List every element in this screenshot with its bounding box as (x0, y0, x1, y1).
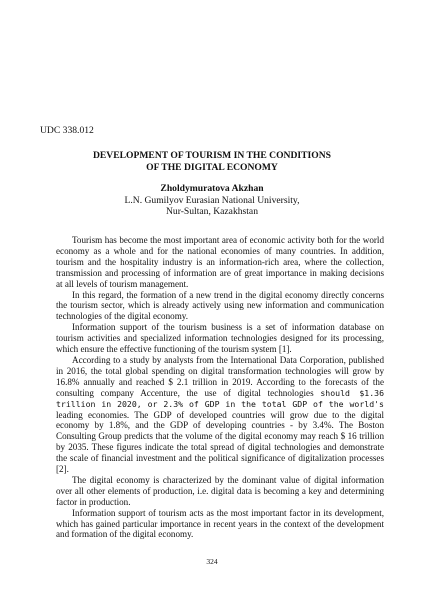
paragraph-6: Information support of tourism acts as the most important factor in its development, which has gained particular importance in recent years in the context of the development and formation of the digital economy. (56, 507, 384, 540)
author-name: Zholdymuratova Akzhan (160, 183, 264, 194)
paragraph-4-part-a: According to a study by analysts from the International Data Corporation, published in 2016, the total global spending on digital transformation technologies will grow by 16.8% annually and reached $ 2.1 trillion in 2019. According to the forecasts of the consulting company Accenture, the use of digital technologies (56, 354, 384, 398)
paragraph-5: The digital economy is characterized by the dominant value of digital information over all other elements of production, i.e. digital data is becoming a key and determining factor in production. (56, 474, 384, 507)
paragraph-2: In this regard, the formation of a new trend in the digital economy directly concerns the tourism sector, which is already actively using new information and communication technologies of the digital economy. (56, 289, 384, 322)
paragraph-4-mono-line: should $1.36 trillion in 2020, or 2.3% of GDP in the total GDP of the world's (56, 387, 385, 409)
paragraph-1: Tourism has become the most important area of economic activity both for the world economy as a whole and for the national economies of many countries. In addition, tourism and the hospitality industry is an information-rich area, where the collection, transmission and processing of information are of great importance in making decisions at all levels of tourism management. (56, 235, 384, 289)
paragraph-4-part-b: leading economies. The GDP of developed countries will grow due to the digital economy by 1.8%, and the GDP of developing countries - by 3.4%. The Boston Consulting Group predicts that the volume of the digital economy may reach $ 16 trillion by 2035. These figures indicate the total spread of digital technologies and demonstrate the scale of financial investment and the political significance of digitalization processes [2]. (56, 409, 384, 475)
paragraph-4 (56, 355, 384, 475)
author-affiliation: L.N. Gumilyov Eurasian National University, (124, 194, 300, 206)
title-line-2: OF THE DIGITAL ECONOMY (146, 161, 278, 173)
udc-code: UDC 338.012 (40, 125, 94, 136)
article-body (56, 235, 384, 540)
paragraph-3: Information support of the tourism business is a set of information database on tourism activities and specialized information technologies designed for its processing, which ensure the effective functioning of the tourism system [1]. (56, 322, 384, 355)
author-block (40, 183, 384, 218)
title-line-1: DEVELOPMENT OF TOURISM IN THE CONDITIONS (92, 150, 332, 161)
article-title (40, 150, 384, 173)
author-location: Nur-Sultan, Kazakhstan (166, 206, 258, 217)
page-number: 324 (206, 557, 218, 566)
